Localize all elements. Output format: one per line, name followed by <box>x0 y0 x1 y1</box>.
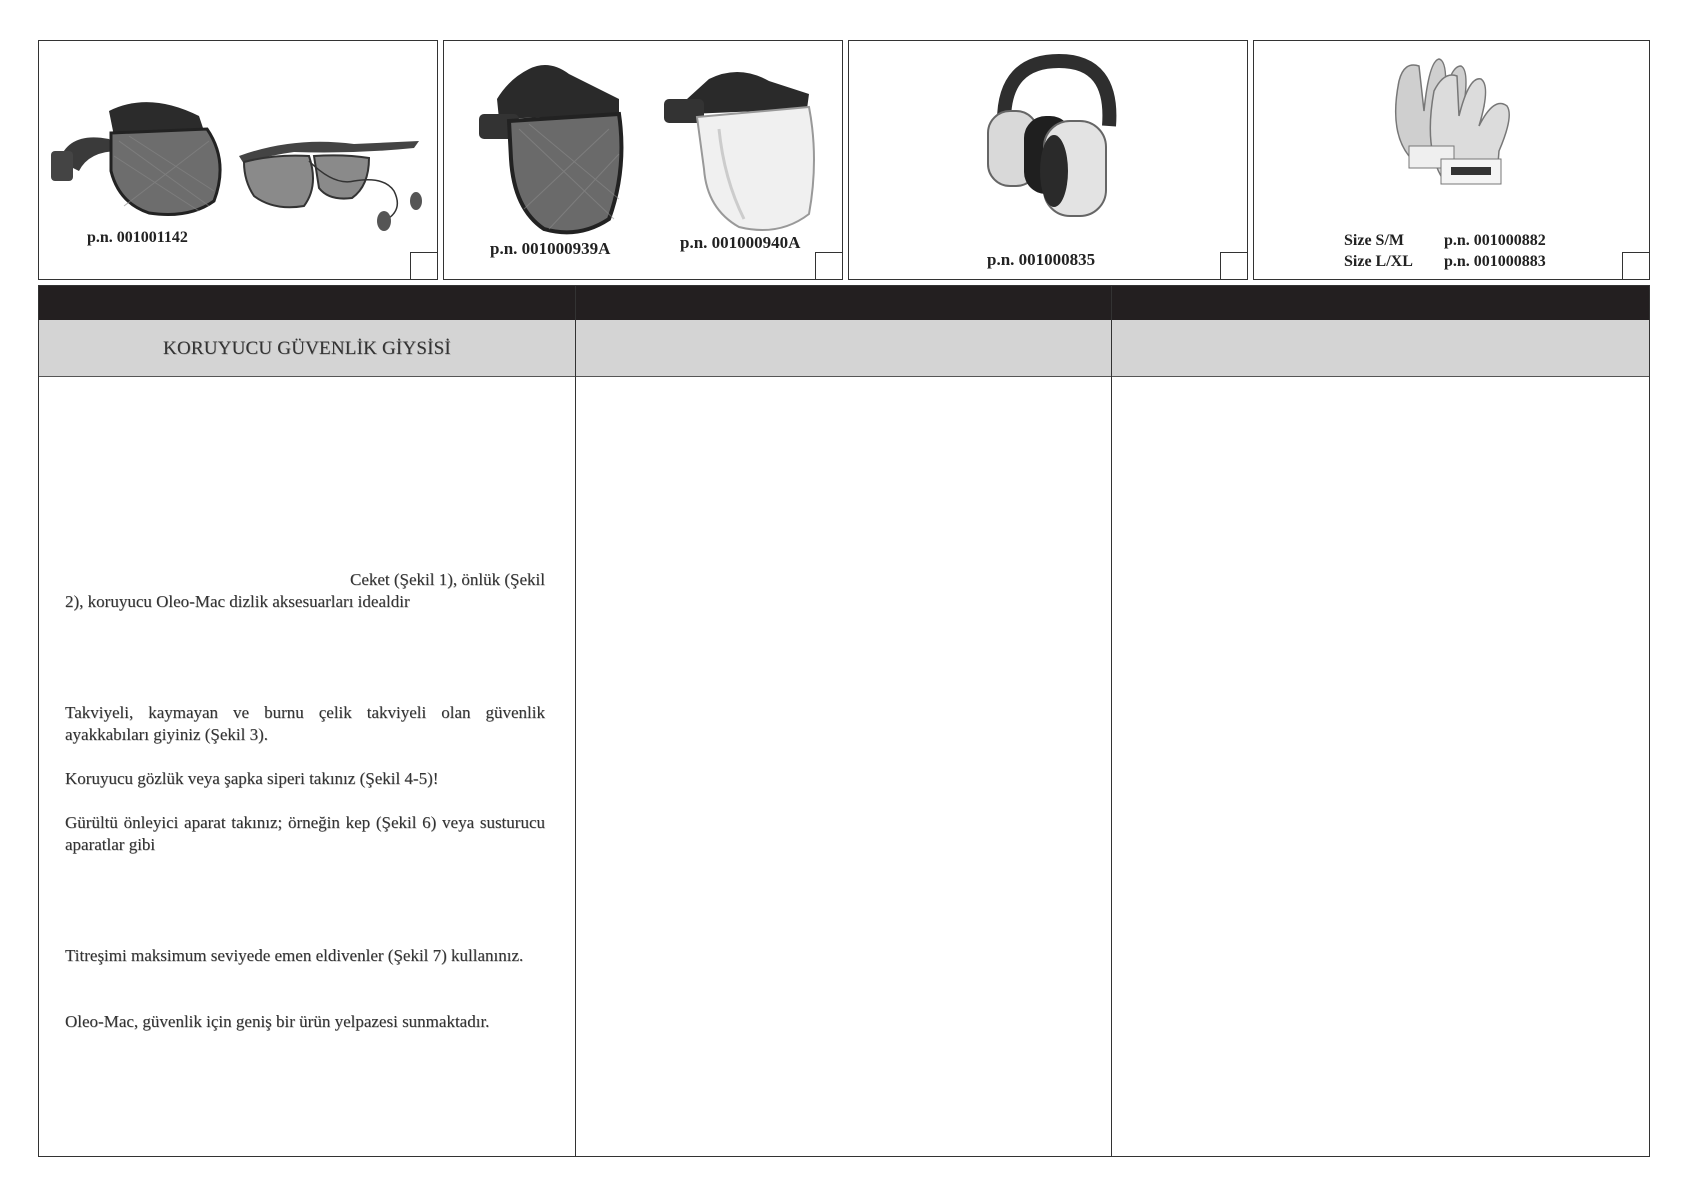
mesh-face-shield-image <box>469 59 629 239</box>
product-panel-visor-glasses <box>38 40 438 280</box>
table-header-bar <box>39 286 1649 320</box>
ear-muffs-image <box>974 51 1134 226</box>
part-number-label: p.n. 001000882 <box>1444 232 1546 249</box>
paragraph: Gürültü önleyici aparat takınız; örneğin kep (Şekil 6) veya susturucu aparatlar gibi <box>65 813 545 854</box>
panel-corner-box <box>815 252 843 280</box>
paragraph: Takviyeli, kaymayan ve burnu çelik takviyeli olan güvenlik ayakkabıları giyiniz (Şekil 3). <box>65 703 545 744</box>
part-number-label: p.n. 001000883 <box>1444 253 1546 270</box>
safety-glasses-image <box>234 126 429 236</box>
paragraph: Titreşimi maksimum seviyede emen eldivenler (Şekil 7) kullanınız. <box>65 946 524 965</box>
work-gloves-image <box>1379 51 1539 186</box>
paragraph: Koruyucu gözlük veya şapka siperi takınız (Şekil 4-5)! <box>65 769 439 788</box>
panel-corner-box <box>410 252 438 280</box>
section-title: KORUYUCU GÜVENLİK GİYSİSİ <box>163 337 451 359</box>
column-divider <box>1111 286 1112 1156</box>
size-label: Size L/XL <box>1344 253 1413 270</box>
part-number-label: p.n. 001000835 <box>987 250 1096 269</box>
panel-corner-box <box>1220 252 1248 280</box>
panel-corner-box <box>1622 252 1650 280</box>
part-number-label: p.n. 001000939A <box>490 239 611 258</box>
clear-face-shield-image <box>659 59 829 239</box>
product-panel-face-shields <box>443 40 843 280</box>
mesh-visor-helmet-image <box>49 91 249 221</box>
column-divider <box>575 286 576 1156</box>
paragraph: Oleo-Mac, güvenlik için geniş bir ürün yelpazesi sunmaktadır. <box>65 1012 490 1031</box>
part-number-label: p.n. 001001142 <box>87 229 188 246</box>
content-table <box>38 285 1650 1157</box>
part-number-label: p.n. 001000940A <box>680 233 801 252</box>
product-panel-gloves <box>1253 40 1650 280</box>
paragraph: 2), koruyucu Oleo-Mac dizlik aksesuarları idealdir <box>65 592 410 611</box>
product-panel-ear-muffs <box>848 40 1248 280</box>
paragraph: Ceket (Şekil 1), önlük (Şekil <box>349 570 545 589</box>
size-label: Size S/M <box>1344 232 1404 249</box>
